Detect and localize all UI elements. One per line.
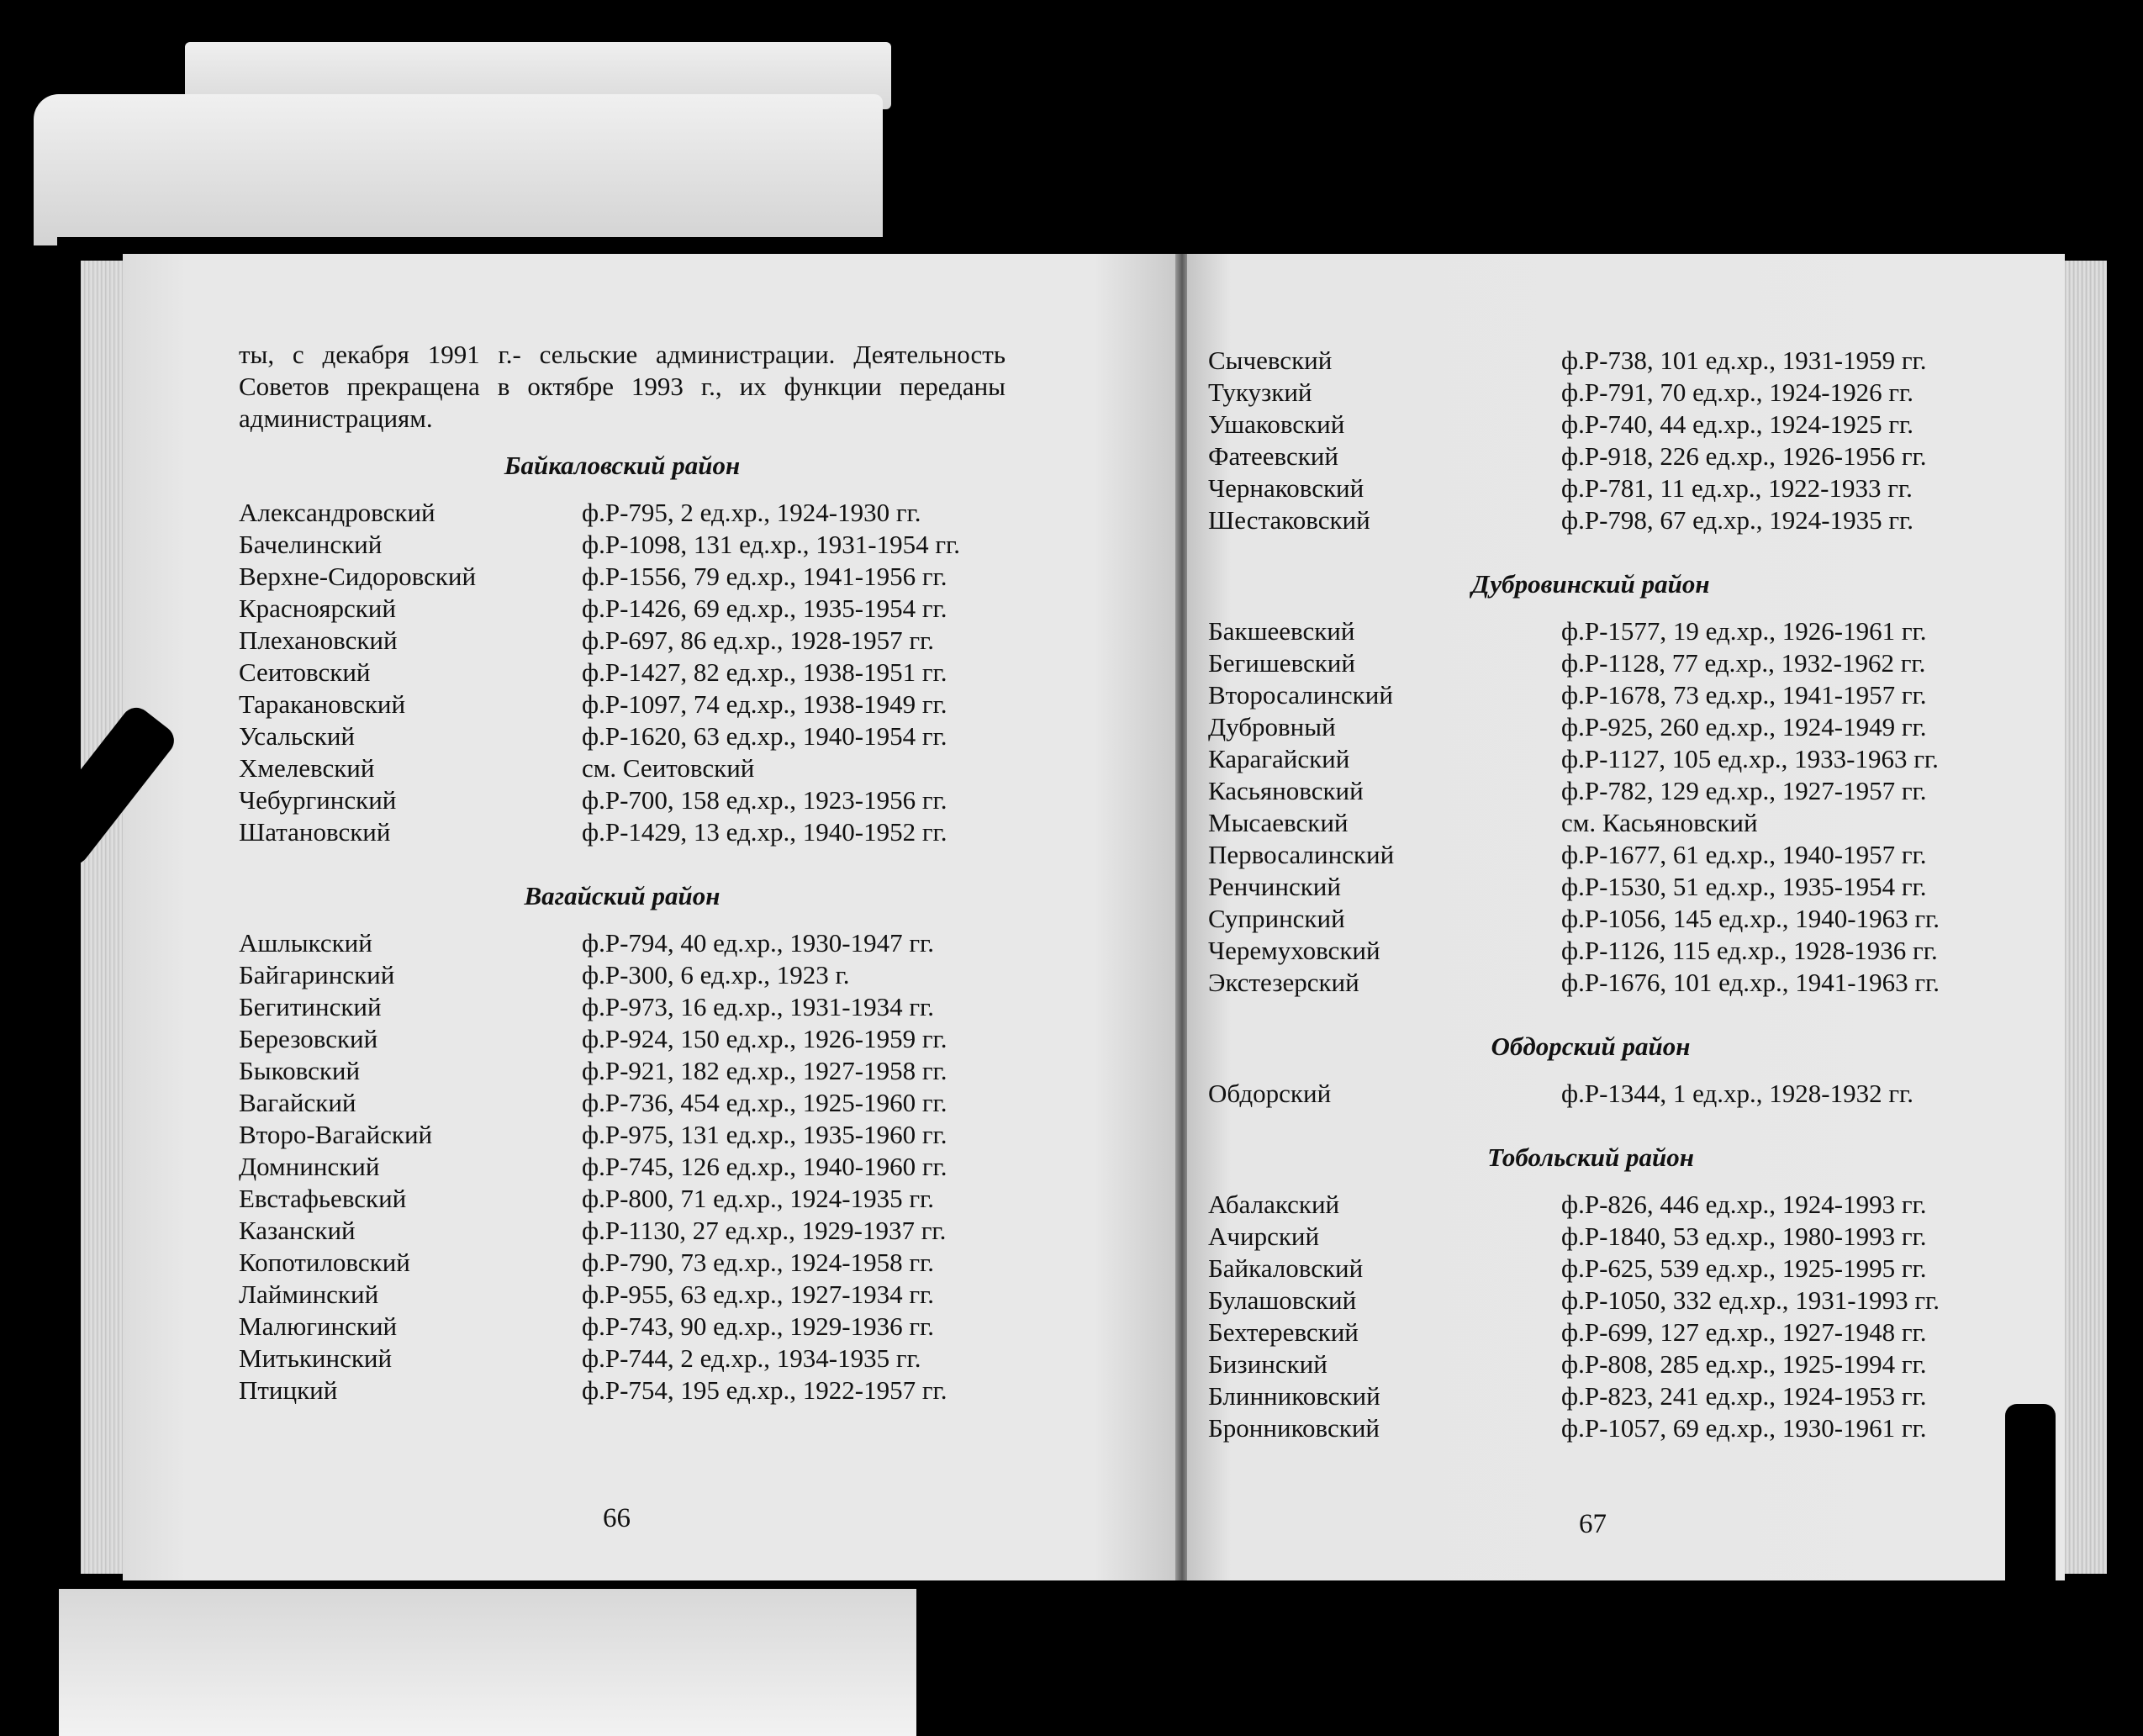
council-name: Красноярский	[239, 594, 396, 623]
intro-paragraph: ты, с декабря 1991 г.- сельские администрации. Деятельность Советов прекращена в октябре 1993 г., их функции переданы администрациям.	[239, 340, 1006, 433]
list-item	[239, 497, 1006, 529]
council-name: Ренчинский	[1208, 872, 1341, 901]
fund-info: ф.Р-918, 226 ед.хр., 1926-1956 гг.	[1561, 441, 1927, 471]
list-item	[239, 1311, 1006, 1343]
list-item	[239, 625, 1006, 657]
council-name: Сеитовский	[239, 657, 371, 687]
list-item	[1208, 409, 1973, 441]
list-item	[239, 1023, 1006, 1055]
council-name: Первосалинский	[1208, 840, 1395, 869]
council-name: Малюгинский	[239, 1311, 398, 1341]
council-name: Мысаевский	[1208, 808, 1349, 837]
list-item	[239, 1279, 1006, 1311]
fund-info: ф.Р-973, 16 ед.хр., 1931-1934 гг.	[582, 992, 935, 1021]
left-page-content	[239, 339, 1006, 1406]
page-number-left: 66	[603, 1503, 631, 1533]
council-name: Птицкий	[239, 1375, 338, 1405]
list-item	[1208, 1412, 1973, 1444]
section-obdorsky	[1208, 1031, 1973, 1110]
fund-info: ф.Р-1057, 69 ед.хр., 1930-1961 гг.	[1561, 1413, 1927, 1443]
fund-info: ф.Р-955, 63 ед.хр., 1927-1934 гг.	[582, 1280, 935, 1309]
list-item	[1208, 711, 1973, 743]
list-item	[1208, 1285, 1973, 1317]
entry-list	[1208, 1078, 1973, 1110]
fund-info: ф.Р-1620, 63 ед.хр., 1940-1954 гг.	[582, 721, 947, 751]
fund-info: ф.Р-1097, 74 ед.хр., 1938-1949 гг.	[582, 689, 947, 719]
council-name: Экстезерский	[1208, 968, 1359, 997]
fund-info: ф.Р-625, 539 ед.хр., 1925-1995 гг.	[1561, 1253, 1927, 1283]
council-name: Бехтеревский	[1208, 1317, 1359, 1347]
fund-info: ф.Р-781, 11 ед.хр., 1922-1933 гг.	[1561, 473, 1913, 503]
foam-support-top-large	[34, 94, 883, 245]
fund-info: см. Сеитовский	[582, 753, 755, 783]
list-item	[1208, 935, 1973, 967]
fund-info: ф.Р-826, 446 ед.хр., 1924-1993 гг.	[1561, 1190, 1927, 1219]
list-item	[1208, 615, 1973, 647]
list-item	[239, 1375, 1006, 1406]
council-name: Шестаковский	[1208, 505, 1370, 535]
entry-list	[1208, 615, 1973, 999]
council-name: Бакшеевский	[1208, 616, 1355, 646]
fund-info: ф.Р-975, 131 ед.хр., 1935-1960 гг.	[582, 1120, 947, 1149]
fund-info: ф.Р-921, 182 ед.хр., 1927-1958 гг.	[582, 1056, 947, 1085]
council-name: Бегитинский	[239, 992, 382, 1021]
council-name: Ушаковский	[1208, 409, 1345, 439]
section-title: Байкаловский район	[504, 451, 741, 480]
council-name: Черемуховский	[1208, 936, 1380, 965]
council-name: Байкаловский	[1208, 1253, 1364, 1283]
council-name: Александровский	[239, 498, 435, 527]
council-name: Верхне-Сидоровский	[239, 562, 477, 591]
council-name: Супринский	[1208, 904, 1345, 933]
fund-info: ф.Р-1427, 82 ед.хр., 1938-1951 гг.	[582, 657, 947, 687]
fund-info: ф.Р-925, 260 ед.хр., 1924-1949 гг.	[1561, 712, 1927, 741]
fund-info: ф.Р-1429, 13 ед.хр., 1940-1952 гг.	[582, 817, 947, 847]
council-name: Второсалинский	[1208, 680, 1393, 710]
council-name: Тукузкий	[1208, 377, 1312, 407]
page-edges-left	[81, 261, 123, 1574]
list-item	[1208, 871, 1973, 903]
fund-info: ф.Р-1344, 1 ед.хр., 1928-1932 гг.	[1561, 1079, 1914, 1108]
list-item	[1208, 1189, 1973, 1221]
list-item	[1208, 647, 1973, 679]
fund-info: ф.Р-700, 158 ед.хр., 1923-1956 гг.	[582, 785, 947, 815]
list-item	[1208, 807, 1973, 839]
list-item	[239, 593, 1006, 625]
council-name: Казанский	[239, 1216, 356, 1245]
right-page-content	[1208, 345, 1973, 1444]
section-title: Дубровинский район	[1471, 569, 1710, 599]
section-baikalovsky	[239, 450, 1006, 848]
section-title: Вагайский район	[524, 881, 720, 910]
fund-info: ф.Р-745, 126 ед.хр., 1940-1960 гг.	[582, 1152, 947, 1181]
list-item	[239, 689, 1006, 720]
list-item	[1208, 504, 1973, 536]
fund-info: ф.Р-1126, 115 ед.хр., 1928-1936 гг.	[1561, 936, 1938, 965]
fund-info: ф.Р-1677, 61 ед.хр., 1940-1957 гг.	[1561, 840, 1927, 869]
page-number-right: 67	[1579, 1509, 1607, 1539]
council-name: Абалакский	[1208, 1190, 1340, 1219]
fund-info: см. Касьяновский	[1561, 808, 1758, 837]
fund-info: ф.Р-1678, 73 ед.хр., 1941-1957 гг.	[1561, 680, 1927, 710]
list-item	[239, 959, 1006, 991]
fund-info: ф.Р-1098, 131 ед.хр., 1931-1954 гг.	[582, 530, 961, 559]
list-item	[239, 927, 1006, 959]
council-name: Блинниковский	[1208, 1381, 1380, 1411]
council-name: Лайминский	[239, 1280, 379, 1309]
council-name: Бачелинский	[239, 530, 383, 559]
fund-info: ф.Р-744, 2 ед.хр., 1934-1935 гг.	[582, 1343, 921, 1373]
council-name: Митькинский	[239, 1343, 393, 1373]
section-title: Обдорский район	[1491, 1032, 1691, 1061]
council-name: Бизинский	[1208, 1349, 1327, 1379]
page-edges-right	[2065, 261, 2107, 1574]
fund-info: ф.Р-1840, 53 ед.хр., 1980-1993 гг.	[1561, 1222, 1927, 1251]
list-item	[239, 1343, 1006, 1375]
list-item	[239, 1087, 1006, 1119]
council-name: Березовский	[239, 1024, 378, 1053]
fund-info: ф.Р-791, 70 ед.хр., 1924-1926 гг.	[1561, 377, 1914, 407]
list-item	[1208, 775, 1973, 807]
fund-info: ф.Р-1556, 79 ед.хр., 1941-1956 гг.	[582, 562, 947, 591]
fund-info: ф.Р-823, 241 ед.хр., 1924-1953 гг.	[1561, 1381, 1927, 1411]
list-item	[239, 720, 1006, 752]
fund-info: ф.Р-808, 285 ед.хр., 1925-1994 гг.	[1561, 1349, 1927, 1379]
list-item	[239, 1119, 1006, 1151]
council-name: Чебургинский	[239, 785, 397, 815]
fund-info: ф.Р-1577, 19 ед.хр., 1926-1961 гг.	[1561, 616, 1927, 646]
council-name: Вагайский	[239, 1088, 356, 1117]
list-item	[1208, 1253, 1973, 1285]
council-name: Ашлыкский	[239, 928, 372, 958]
fund-info: ф.Р-800, 71 ед.хр., 1924-1935 гг.	[582, 1184, 935, 1213]
council-name: Усальский	[239, 721, 356, 751]
list-item	[1208, 839, 1973, 871]
section-dubrovinsky	[1208, 568, 1973, 999]
list-item	[1208, 441, 1973, 472]
fund-info: ф.Р-1426, 69 ед.хр., 1935-1954 гг.	[582, 594, 947, 623]
fund-info: ф.Р-699, 127 ед.хр., 1927-1948 гг.	[1561, 1317, 1927, 1347]
section-vagaisky	[239, 880, 1006, 1406]
council-name: Таракановский	[239, 689, 406, 719]
fund-info: ф.Р-795, 2 ед.хр., 1924-1930 гг.	[582, 498, 921, 527]
foam-support-bottom	[59, 1589, 916, 1736]
fund-info: ф.Р-924, 150 ед.хр., 1926-1959 гг.	[582, 1024, 947, 1053]
list-item	[1208, 679, 1973, 711]
council-name: Булашовский	[1208, 1285, 1357, 1315]
fund-info: ф.Р-1056, 145 ед.хр., 1940-1963 гг.	[1561, 904, 1940, 933]
list-item	[1208, 743, 1973, 775]
council-name: Фатеевский	[1208, 441, 1338, 471]
list-item	[239, 991, 1006, 1023]
list-item	[1208, 967, 1973, 999]
list-item	[239, 1151, 1006, 1183]
fund-info: ф.Р-1050, 332 ед.хр., 1931-1993 гг.	[1561, 1285, 1940, 1315]
fund-info: ф.Р-743, 90 ед.хр., 1929-1936 гг.	[582, 1311, 935, 1341]
council-name: Обдорский	[1208, 1079, 1332, 1108]
council-name: Сычевский	[1208, 346, 1333, 375]
council-name: Касьяновский	[1208, 776, 1364, 805]
fund-info: ф.Р-697, 86 ед.хр., 1928-1957 гг.	[582, 625, 935, 655]
list-item	[239, 561, 1006, 593]
entry-list	[239, 927, 1006, 1406]
list-item	[239, 529, 1006, 561]
fund-info: ф.Р-1130, 27 ед.хр., 1929-1937 гг.	[582, 1216, 947, 1245]
fund-info: ф.Р-794, 40 ед.хр., 1930-1947 гг.	[582, 928, 935, 958]
council-name: Шатановский	[239, 817, 391, 847]
council-name: Копотиловский	[239, 1248, 410, 1277]
council-name: Дубровный	[1208, 712, 1336, 741]
list-item	[239, 657, 1006, 689]
council-name: Плехановский	[239, 625, 398, 655]
council-name: Евстафьевский	[239, 1184, 407, 1213]
page-clip-right	[2005, 1404, 2056, 1656]
list-item	[1208, 377, 1973, 409]
list-item	[239, 1215, 1006, 1247]
list-item	[239, 752, 1006, 784]
fund-info: ф.Р-754, 195 ед.хр., 1922-1957 гг.	[582, 1375, 947, 1405]
list-item	[1208, 903, 1973, 935]
council-name: Хмелевский	[239, 753, 375, 783]
list-item	[239, 1055, 1006, 1087]
council-name: Бегишевский	[1208, 648, 1355, 678]
council-name: Бронниковский	[1208, 1413, 1380, 1443]
fund-info: ф.Р-738, 101 ед.хр., 1931-1959 гг.	[1561, 346, 1927, 375]
council-name: Быковский	[239, 1056, 361, 1085]
fund-info: ф.Р-300, 6 ед.хр., 1923 г.	[582, 960, 850, 989]
entry-list	[239, 497, 1006, 848]
fund-info: ф.Р-790, 73 ед.хр., 1924-1958 гг.	[582, 1248, 935, 1277]
council-name: Домнинский	[239, 1152, 380, 1181]
fund-info: ф.Р-1530, 51 ед.хр., 1935-1954 гг.	[1561, 872, 1927, 901]
list-item	[239, 1183, 1006, 1215]
entry-list-continued	[1208, 345, 1973, 536]
council-name: Второ-Вагайский	[239, 1120, 433, 1149]
list-item	[239, 1247, 1006, 1279]
fund-info: ф.Р-1127, 105 ед.хр., 1933-1963 гг.	[1561, 744, 1939, 773]
fund-info: ф.Р-736, 454 ед.хр., 1925-1960 гг.	[582, 1088, 947, 1117]
list-item	[1208, 1221, 1973, 1253]
council-name: Ачирский	[1208, 1222, 1320, 1251]
section-tobolsky	[1208, 1142, 1973, 1444]
council-name: Байгаринский	[239, 960, 395, 989]
fund-info: ф.Р-1128, 77 ед.хр., 1932-1962 гг.	[1561, 648, 1926, 678]
fund-info: ф.Р-798, 67 ед.хр., 1924-1935 гг.	[1561, 505, 1914, 535]
list-item	[1208, 472, 1973, 504]
list-item	[1208, 1078, 1973, 1110]
council-name: Чернаковский	[1208, 473, 1364, 503]
list-item	[1208, 1348, 1973, 1380]
fund-info: ф.Р-782, 129 ед.хр., 1927-1957 гг.	[1561, 776, 1927, 805]
list-item	[1208, 1317, 1973, 1348]
list-item	[239, 816, 1006, 848]
fund-info: ф.Р-1676, 101 ед.хр., 1941-1963 гг.	[1561, 968, 1940, 997]
fund-info: ф.Р-740, 44 ед.хр., 1924-1925 гг.	[1561, 409, 1914, 439]
list-item	[1208, 345, 1973, 377]
list-item	[1208, 1380, 1973, 1412]
list-item	[239, 784, 1006, 816]
entry-list	[1208, 1189, 1973, 1444]
council-name: Карагайский	[1208, 744, 1350, 773]
section-title: Тобольский район	[1487, 1142, 1694, 1172]
